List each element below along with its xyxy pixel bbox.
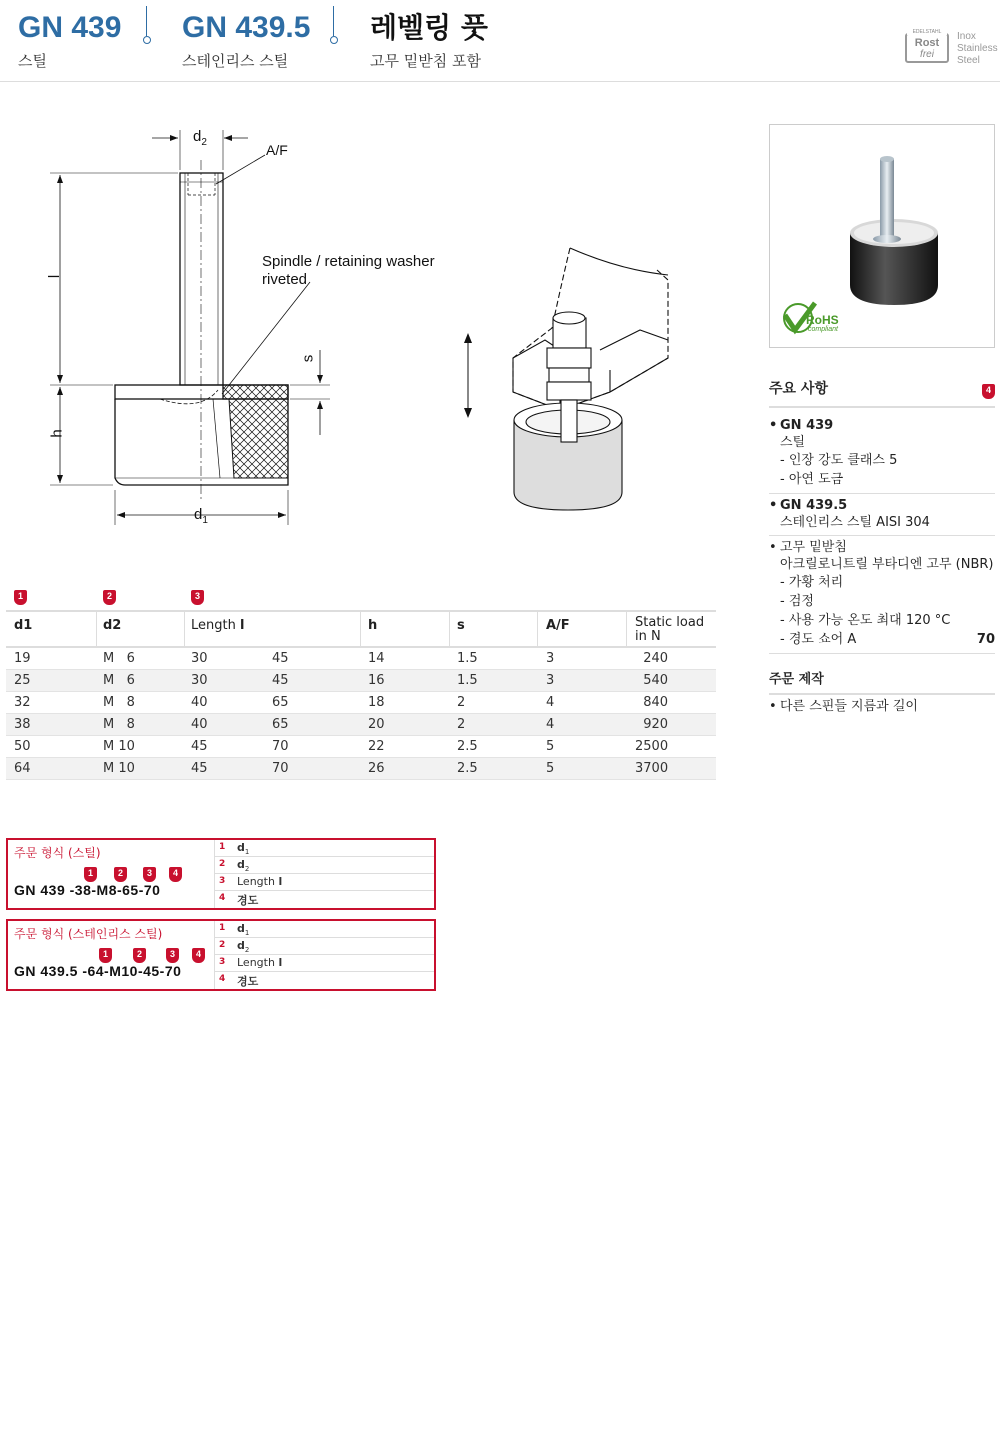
cell-af: 3 [546, 673, 555, 688]
label-d2: $d_2$ [193, 128, 207, 148]
product-code-stainless [182, 10, 310, 71]
label-riveted: riveted [262, 271, 308, 288]
hardness-value: 70 [976, 632, 995, 647]
feature-group-gn439: • GN 439 스틸 - 인장 강도 클래스 5 - 아연 도금 [769, 414, 995, 494]
isometric-view [468, 248, 668, 510]
order-fields-steel: 1 $d_1$ 2 $d_2$ 3 Length l 4 경도 [214, 840, 434, 908]
cell-l1: 45 [191, 739, 208, 754]
label-d1: $d_1$ [194, 506, 208, 526]
cell-af: 5 [546, 739, 555, 754]
order-example-stainless: 주문 형식 (스테인리스 스틸) 1 2 3 4 GN 439.5 -64-M10-45-70 1 $d_1$ 2 $d_2$ 3 Length l 4 경도 [6, 919, 436, 991]
cell-s: 2.5 [457, 739, 478, 754]
table-row [6, 670, 716, 692]
badge-3: 3 [191, 590, 204, 605]
cell-l1: 40 [191, 717, 208, 732]
cell-h: 16 [368, 673, 385, 688]
cell-l2: 70 [272, 761, 289, 776]
table-row [6, 714, 716, 736]
label-h: h [48, 429, 66, 438]
cell-d1: 64 [14, 761, 31, 776]
leveling-foot-photo [770, 125, 994, 347]
order-title-steel: 주문 형식 (스틸) [14, 846, 101, 860]
feature-group-rubber: • 고무 밑받침 아크릴로니트릴 부타디엔 고무 (NBR) - 가황 처리 - 검정 - 사용 가능 온도 최대 120 °C - 경도 쇼어 A 70 [769, 536, 995, 654]
order-example-steel: 주문 형식 (스틸) 1 2 3 4 GN 439 -38-M8-65-70 1 $d_1$ 2 $d_2$ 3 Length l 4 경도 [6, 838, 436, 910]
cell-l1: 45 [191, 761, 208, 776]
cell-l2: 70 [272, 739, 289, 754]
table-body [6, 648, 716, 780]
table-row [6, 692, 716, 714]
cell-h: 26 [368, 761, 385, 776]
cell-l2: 45 [272, 651, 289, 666]
cell-af: 3 [546, 651, 555, 666]
cell-d2: M 6 [103, 651, 135, 666]
cell-af: 5 [546, 761, 555, 776]
cell-s: 1.5 [457, 651, 478, 666]
cell-l1: 30 [191, 673, 208, 688]
cell-load: 240 [635, 651, 669, 666]
code-gn439: GN 439 [18, 11, 122, 44]
cell-h: 22 [368, 739, 385, 754]
inox-label: Inox Stainless Steel [957, 31, 998, 66]
dimension-table [6, 590, 716, 780]
cell-d1: 32 [14, 695, 31, 710]
product-subtitle: 고무 밑받침 포함 [370, 52, 481, 70]
table-badges [6, 590, 716, 610]
features-list [769, 414, 995, 654]
order-code-steel: GN 439 -38-M8-65-70 [14, 882, 161, 898]
table-row [6, 736, 716, 758]
rostfrei-logo: EDELSTAHL Rost frei [905, 33, 949, 63]
badge-2: 2 [103, 590, 116, 605]
product-title: 레벨링 풋 [370, 11, 488, 44]
cell-af: 4 [546, 717, 555, 732]
cell-af: 4 [546, 695, 555, 710]
order-heading: 주문 제작 [769, 668, 995, 695]
cell-load: 540 [635, 673, 669, 688]
header-separator [143, 6, 151, 46]
cell-d2: M 8 [103, 695, 135, 710]
material-steel: 스틸 [18, 52, 47, 70]
code-gn4395: GN 439.5 [182, 11, 311, 44]
cell-load: 2500 [635, 739, 669, 754]
cell-d2: M 10 [103, 739, 135, 754]
cell-d2: M 8 [103, 717, 135, 732]
drawing-svg [0, 100, 740, 560]
cell-load: 920 [635, 717, 669, 732]
side-view [50, 130, 330, 525]
product-title-block [370, 10, 488, 71]
table-row [6, 758, 716, 780]
order-fields-stainless: 1 $d_1$ 2 $d_2$ 3 Length l 4 경도 [214, 921, 434, 989]
order-code-stainless: GN 439.5 -64-M10-45-70 [14, 963, 182, 979]
cell-d1: 38 [14, 717, 31, 732]
cell-s: 2 [457, 695, 466, 710]
cell-d1: 25 [14, 673, 31, 688]
cell-load: 3700 [635, 761, 669, 776]
cell-d1: 19 [14, 651, 31, 666]
cell-load: 840 [635, 695, 669, 710]
cell-d2: M 10 [103, 761, 135, 776]
spindle [180, 173, 223, 385]
badge-4: 4 [982, 384, 995, 399]
product-photo [769, 124, 995, 348]
badge-1: 1 [14, 590, 27, 605]
cell-l2: 65 [272, 717, 289, 732]
page-header [0, 0, 1000, 82]
cell-h: 20 [368, 717, 385, 732]
label-af: A/F [266, 142, 288, 158]
cell-s: 2.5 [457, 761, 478, 776]
cell-s: 2 [457, 717, 466, 732]
cell-d1: 50 [14, 739, 31, 754]
label-spindle: Spindle / retaining washer [262, 253, 435, 270]
cell-l1: 30 [191, 651, 208, 666]
table-header: d1 d2 Length l h s A/F Static load in N [6, 610, 716, 648]
feature-group-gn4395: • GN 439.5 스테인리스 스틸 AISI 304 [769, 494, 995, 536]
cell-d2: M 6 [103, 673, 135, 688]
material-stainless: 스테인리스 스틸 [182, 52, 289, 70]
label-s: s [299, 354, 317, 363]
header-separator [330, 6, 338, 46]
cell-l1: 40 [191, 695, 208, 710]
cell-s: 1.5 [457, 673, 478, 688]
order-title-stainless: 주문 형식 (스테인리스 스틸) [14, 927, 163, 941]
cell-l2: 45 [272, 673, 289, 688]
label-l: l [46, 274, 64, 279]
cell-l2: 65 [272, 695, 289, 710]
cell-h: 18 [368, 695, 385, 710]
order-list: • 다른 스핀들 지름과 길이 [769, 695, 995, 719]
technical-drawing [0, 100, 740, 560]
features-heading: 주요 사항 4 [769, 378, 995, 408]
product-code-steel [18, 10, 121, 71]
features-panel [769, 378, 995, 719]
rohs-sub: compliant [808, 326, 838, 333]
table-row [6, 648, 716, 670]
cell-h: 14 [368, 651, 385, 666]
rohs-label: RoHS [806, 313, 839, 327]
